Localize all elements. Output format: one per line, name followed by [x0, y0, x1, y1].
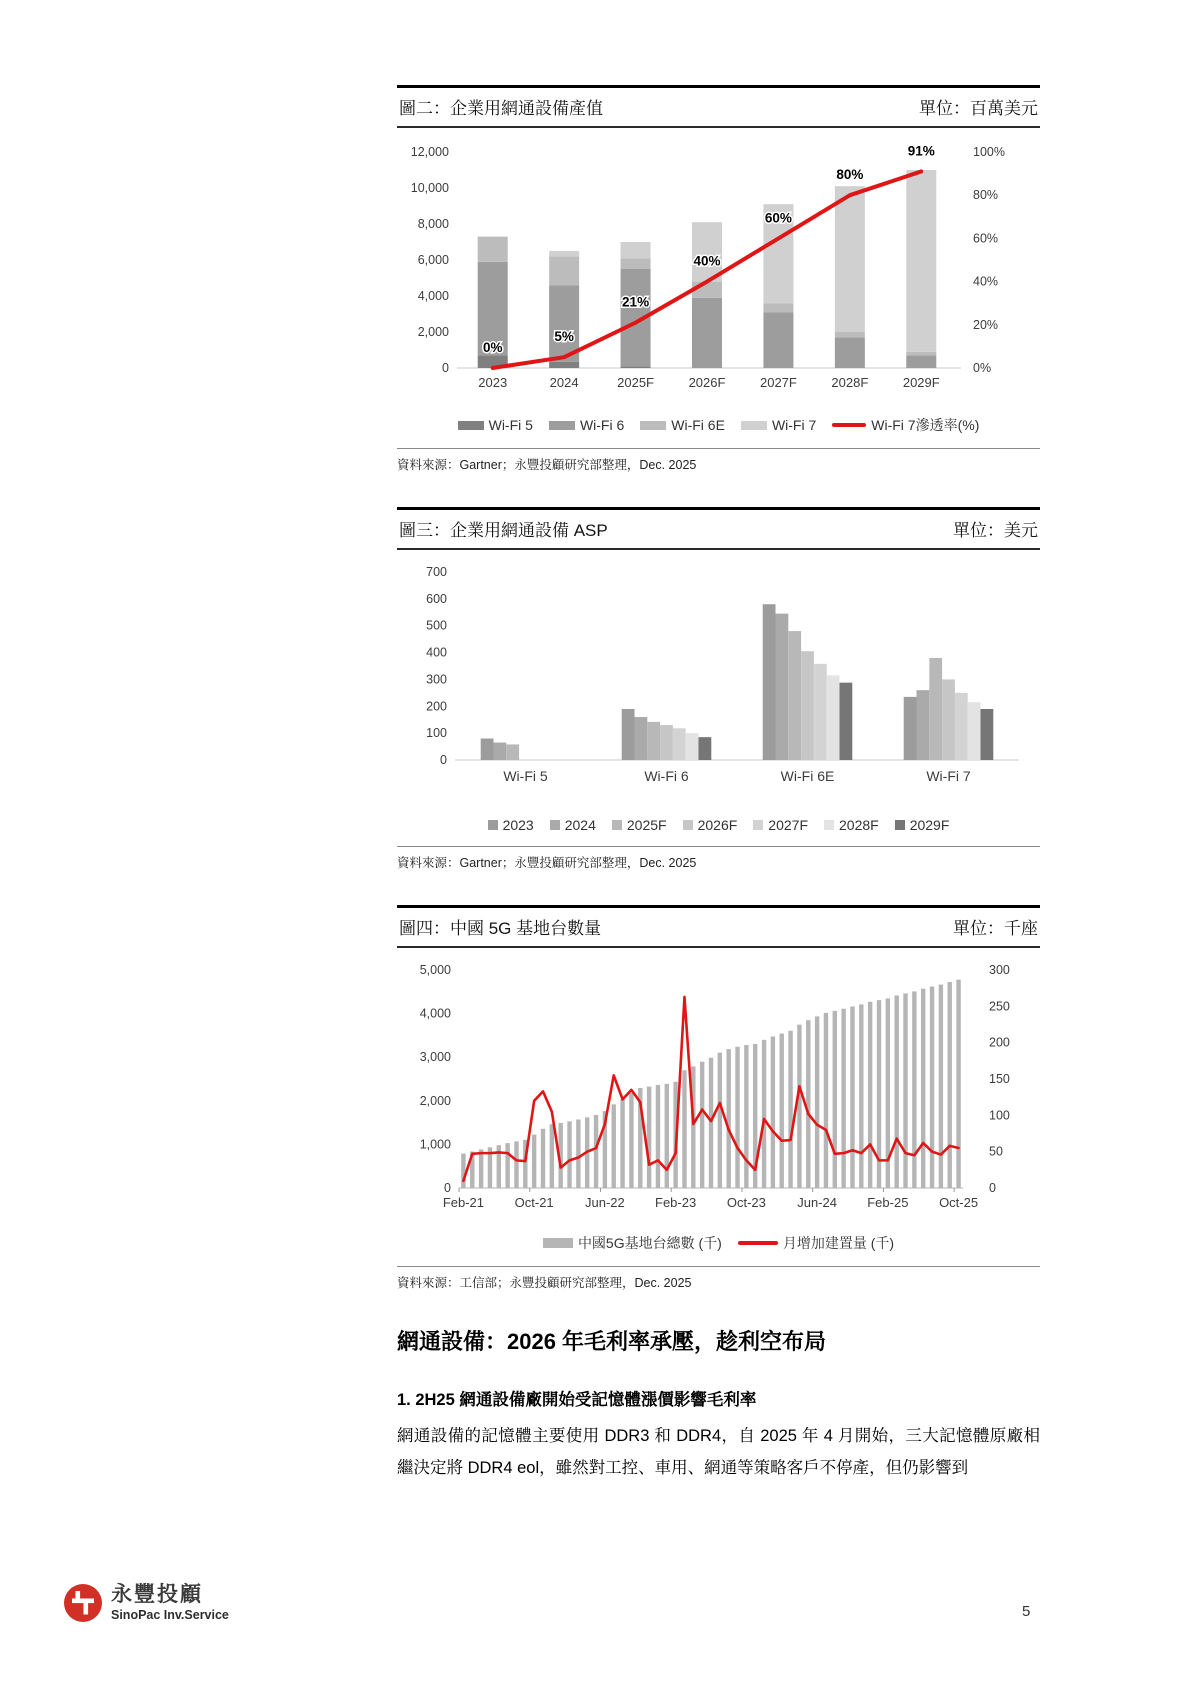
svg-text:Oct-21: Oct-21	[514, 1195, 554, 1210]
figure-2-legend	[397, 415, 1040, 435]
figure-4-title: 圖四：中國 5G 基地台數量	[399, 919, 602, 938]
svg-text:20%: 20%	[973, 317, 999, 332]
svg-text:5%: 5%	[554, 329, 574, 345]
legend-label: 2027F	[768, 817, 808, 833]
legend-swatch	[549, 421, 575, 430]
svg-text:200: 200	[426, 699, 447, 714]
legend-item	[550, 817, 596, 833]
svg-text:300: 300	[989, 963, 1010, 977]
figure-4-source: 資料來源：工信部；永豐投顧研究部整理，Dec. 2025	[397, 1266, 1040, 1291]
legend-label: 月增加建置量 (千)	[782, 1235, 895, 1251]
svg-text:Feb-23: Feb-23	[655, 1195, 697, 1210]
svg-text:12,000: 12,000	[410, 145, 449, 159]
svg-text:Wi-Fi 6E: Wi-Fi 6E	[780, 768, 835, 784]
svg-text:300: 300	[426, 672, 447, 687]
svg-text:3,000: 3,000	[419, 1050, 451, 1065]
legend-label: 2025F	[626, 817, 667, 833]
legend-label: Wi-Fi 7	[771, 417, 817, 433]
legend-item	[683, 817, 738, 833]
svg-text:1,000: 1,000	[419, 1137, 451, 1152]
svg-text:8,000: 8,000	[417, 217, 449, 231]
legend-item	[549, 417, 624, 433]
legend-swatch	[458, 421, 484, 430]
legend-label: 中國5G基地台總數 (千)	[577, 1235, 722, 1251]
svg-text:700: 700	[426, 565, 447, 579]
footer-brand	[63, 1583, 229, 1628]
figure-3-header	[397, 507, 1040, 550]
figure-3-unit: 單位：美元	[953, 521, 1038, 540]
section-heading: 網通設備：2026 年毛利率承壓，趁利空布局	[397, 1329, 827, 1354]
svg-text:2028F: 2028F	[831, 375, 869, 390]
figure-3-chart	[397, 558, 1040, 813]
svg-text:150: 150	[989, 1072, 1010, 1086]
legend-item	[738, 1233, 894, 1253]
legend-label: 2029F	[909, 817, 950, 833]
figure-3-title: 圖三：企業用網通設備 ASP	[399, 521, 608, 540]
svg-text:100: 100	[426, 726, 447, 741]
legend-item	[543, 1233, 722, 1253]
svg-text:Oct-25: Oct-25	[939, 1195, 979, 1210]
legend-item	[824, 817, 879, 833]
legend-swatch	[612, 820, 622, 830]
svg-text:40%: 40%	[973, 274, 999, 289]
svg-text:0: 0	[989, 1181, 996, 1195]
svg-text:Feb-25: Feb-25	[867, 1195, 909, 1210]
svg-text:Jun-22: Jun-22	[585, 1195, 625, 1210]
legend-swatch	[488, 820, 498, 830]
bars-group	[481, 604, 994, 760]
legend-item	[832, 415, 979, 435]
svg-text:0: 0	[440, 753, 447, 767]
svg-text:10,000: 10,000	[410, 181, 449, 195]
svg-text:Feb-21: Feb-21	[442, 1195, 485, 1210]
figure-2	[397, 85, 1040, 473]
svg-text:2029F: 2029F	[902, 375, 940, 390]
svg-text:60%: 60%	[764, 210, 792, 226]
legend-swatch	[640, 421, 666, 430]
svg-text:2026F: 2026F	[688, 375, 726, 390]
figure-3-legend	[397, 817, 1040, 833]
figure-4-unit: 單位：千座	[953, 919, 1038, 938]
legend-item	[741, 417, 816, 433]
svg-text:2027F: 2027F	[759, 375, 797, 390]
legend-swatch	[832, 423, 866, 427]
svg-text:2023: 2023	[478, 375, 508, 390]
stacked-bar-chart	[397, 136, 1040, 406]
svg-text:2,000: 2,000	[417, 325, 449, 339]
svg-text:100%: 100%	[973, 145, 1005, 159]
legend-label: 2028F	[839, 817, 879, 833]
report-content	[397, 85, 1040, 1484]
legend-item	[612, 817, 667, 833]
svg-text:400: 400	[426, 645, 447, 660]
svg-text:80%: 80%	[973, 188, 999, 203]
figure-2-chart	[397, 136, 1040, 411]
legend-label: 2024	[564, 817, 596, 833]
svg-text:0%: 0%	[482, 340, 503, 355]
bars-group	[478, 170, 937, 368]
section-subheading: 1. 2H25 網通設備廠開始受記憶體漲價影響毛利率	[397, 1391, 757, 1409]
svg-text:6,000: 6,000	[417, 253, 449, 267]
legend-swatch	[683, 820, 693, 830]
legend-swatch	[741, 421, 767, 430]
legend-label: Wi-Fi 6	[579, 417, 625, 433]
legend-label: Wi-Fi 5	[488, 417, 533, 433]
svg-text:200: 200	[989, 1035, 1010, 1050]
figure-2-header	[397, 85, 1040, 128]
legend-item	[458, 417, 533, 433]
svg-text:80%: 80%	[836, 167, 864, 183]
legend-swatch	[753, 820, 763, 830]
figure-4	[397, 905, 1040, 1291]
legend-swatch	[543, 1238, 573, 1248]
figure-4-legend	[397, 1233, 1040, 1253]
figure-4-header	[397, 905, 1040, 948]
legend-label: Wi-Fi 7滲透率(%)	[871, 417, 980, 433]
legend-swatch	[824, 820, 834, 830]
svg-text:21%: 21%	[622, 294, 650, 310]
svg-text:Jun-24: Jun-24	[797, 1195, 837, 1210]
legend-item	[753, 817, 808, 833]
legend-label: Wi-Fi 6E	[671, 417, 725, 433]
figure-3-source: 資料來源：Gartner；永豐投顧研究部整理，Dec. 2025	[397, 846, 1040, 871]
svg-text:0%: 0%	[973, 361, 992, 375]
legend-swatch	[550, 820, 560, 830]
footer-brand-en: SinoPac Inv.Service	[111, 1608, 229, 1623]
legend-item	[895, 817, 950, 833]
svg-text:4,000: 4,000	[419, 1006, 451, 1021]
svg-text:Wi-Fi 6: Wi-Fi 6	[644, 768, 689, 784]
figure-2-title: 圖二：企業用網通設備產值	[399, 99, 603, 118]
sinopac-logo-icon	[63, 1583, 103, 1628]
svg-text:0: 0	[442, 361, 449, 375]
svg-text:Oct-23: Oct-23	[726, 1195, 766, 1210]
svg-text:Wi-Fi 7: Wi-Fi 7	[926, 768, 971, 784]
svg-text:40%: 40%	[693, 253, 721, 269]
svg-text:91%: 91%	[907, 143, 935, 159]
svg-text:250: 250	[989, 999, 1010, 1014]
legend-label: 2026F	[697, 817, 738, 833]
svg-text:50: 50	[989, 1144, 1003, 1159]
legend-item	[640, 417, 725, 433]
figure-4-chart	[397, 956, 1040, 1229]
svg-text:Wi-Fi 5: Wi-Fi 5	[503, 768, 548, 784]
footer-brand-text	[111, 1583, 229, 1622]
svg-text:2025F: 2025F	[617, 375, 655, 390]
bar-line-chart	[397, 956, 1040, 1224]
figure-2-source: 資料來源：Gartner；永豐投顧研究部整理，Dec. 2025	[397, 448, 1040, 473]
svg-text:2,000: 2,000	[419, 1093, 451, 1108]
legend-item	[488, 817, 534, 833]
section-paragraph: 網通設備的記憶體主要使用 DDR3 和 DDR4，自 2025 年 4 月開始，三大記憶體原廠相繼決定將 DDR4 eol，雖然對工控、車用、網通等策略客戶不停產，但仍影響到	[397, 1427, 1040, 1478]
svg-text:600: 600	[426, 591, 447, 606]
svg-text:100: 100	[989, 1108, 1010, 1123]
footer-brand-cn: 永豐投顧	[111, 1583, 203, 1606]
figure-3	[397, 507, 1040, 871]
page-number: 5	[1022, 1603, 1031, 1620]
legend-swatch	[738, 1241, 778, 1245]
svg-text:0: 0	[444, 1181, 451, 1195]
svg-text:4,000: 4,000	[417, 289, 449, 303]
svg-text:5,000: 5,000	[419, 963, 451, 977]
grouped-bar-chart	[397, 558, 1040, 808]
svg-text:500: 500	[426, 618, 447, 633]
svg-text:2024: 2024	[549, 375, 579, 390]
svg-text:60%: 60%	[973, 231, 999, 246]
legend-swatch	[895, 820, 905, 830]
legend-label: 2023	[502, 817, 534, 833]
bars-group	[461, 980, 961, 1188]
figure-2-unit: 單位：百萬美元	[919, 99, 1038, 118]
